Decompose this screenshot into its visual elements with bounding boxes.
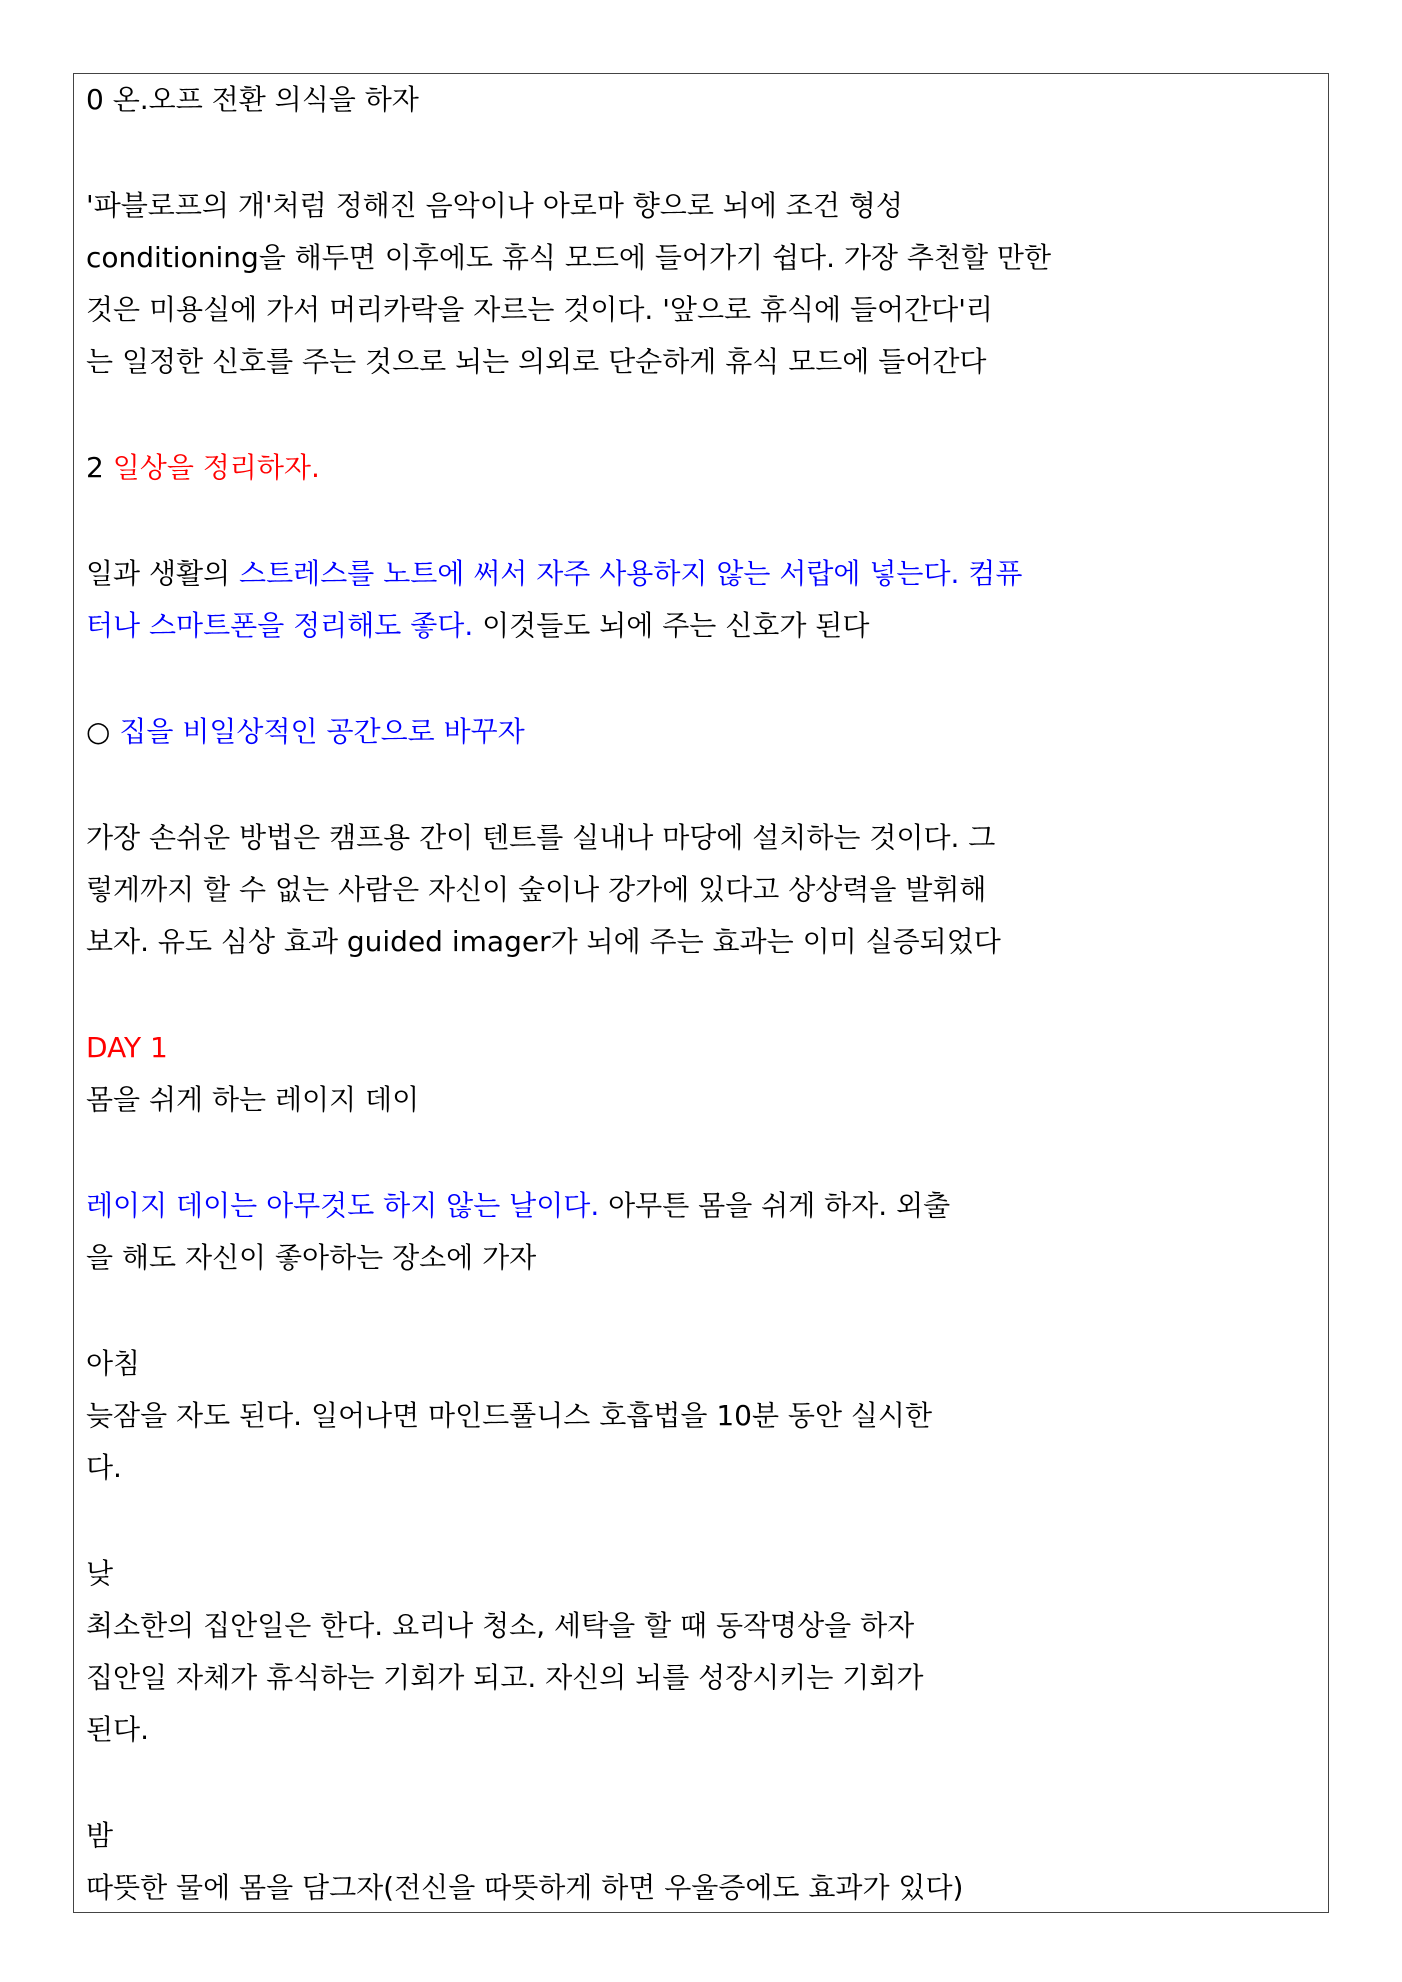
paragraph-line: 최소한의 집안일은 한다. 요리나 청소, 세탁을 할 때 동작명상을 하자	[86, 1609, 915, 1642]
blank-line	[86, 1126, 1311, 1180]
blank-line	[86, 652, 1311, 706]
paragraph-line	[86, 600, 1311, 652]
paragraph-line: 렇게까지 할 수 없는 사람은 자신이 숲이나 강가에 있다고 상상력을 발휘해	[86, 873, 987, 906]
day-title: 몸을 쉬게 하는 레이지 데이	[86, 1083, 420, 1116]
document-content	[86, 74, 1311, 1913]
paragraph-line: 집안일 자체가 휴식하는 기회가 되고. 자신의 뇌를 성장시키는 기회가	[86, 1661, 924, 1694]
section-heading-organize	[86, 442, 1311, 494]
text-segment: 이것들도 뇌에 주는 신호가 된다	[473, 609, 870, 642]
blank-line	[86, 968, 1311, 1022]
text-segment: 아무튼 몸을 쉬게 하자. 외출	[599, 1189, 951, 1222]
paragraph-line: 된다.	[86, 1713, 149, 1746]
paragraph-line	[86, 548, 1311, 600]
highlight-blue: 스트레스를 노트에 써서 자주 사용하지 않는 서랍에 넣는다. 컴퓨	[239, 557, 1023, 590]
blank-line	[86, 1284, 1311, 1338]
section-heading-home	[86, 706, 1311, 758]
bullet-icon: ○	[86, 715, 120, 748]
section-number: 2	[86, 451, 113, 484]
document-page	[73, 73, 1329, 1913]
blank-line	[86, 1494, 1311, 1548]
blank-line	[86, 758, 1311, 812]
paragraph-line: conditioning을 해두면 이후에도 휴식 모드에 들어가기 쉽다. 가장 추천할 만한	[86, 241, 1052, 274]
paragraph-line: 가장 손쉬운 방법은 캠프용 간이 텐트를 실내나 마당에 설치하는 것이다. 그	[86, 821, 996, 854]
highlight-blue: 레이지 데이는 아무것도 하지 않는 날이다.	[86, 1189, 600, 1222]
paragraph-line: 보자. 유도 심상 효과 guided imager가 뇌에 주는 효과는 이미 실증되었다	[86, 925, 1001, 958]
paragraph-line: 것은 미용실에 가서 머리카락을 자르는 것이다. '앞으로 휴식에 들어간다'리	[86, 293, 993, 326]
morning-label: 아침	[86, 1347, 141, 1380]
blank-line	[86, 388, 1311, 442]
paragraph-line	[86, 1180, 1311, 1232]
section-title-blue: 집을 비일상적인 공간으로 바꾸자	[119, 715, 525, 748]
blank-line	[86, 1756, 1311, 1810]
highlight-blue: 터나 스마트폰을 정리해도 좋다.	[86, 609, 474, 642]
noon-label: 낮	[86, 1557, 114, 1590]
blank-line	[86, 126, 1311, 180]
paragraph-line: 늦잠을 자도 된다. 일어나면 마인드풀니스 호흡법을 10분 동안 실시한	[86, 1399, 933, 1432]
day-label: DAY 1	[86, 1031, 168, 1064]
text-segment: 일과 생활의	[86, 557, 240, 590]
section-heading-on-off: 0 온.오프 전환 의식을 하자	[86, 83, 419, 116]
paragraph-line: 다.	[86, 1451, 122, 1484]
paragraph-line: 을 해도 자신이 좋아하는 장소에 가자	[86, 1241, 537, 1274]
blank-line	[86, 494, 1311, 548]
paragraph-line: '파블로프의 개'처럼 정해진 음악이나 아로마 향으로 뇌에 조건 형성	[86, 189, 903, 222]
section-title-red: 일상을 정리하자.	[112, 451, 320, 484]
paragraph-line: 는 일정한 신호를 주는 것으로 뇌는 의외로 단순하게 휴식 모드에 들어간다	[86, 345, 987, 378]
night-label: 밤	[86, 1819, 114, 1852]
paragraph-line: 따뜻한 물에 몸을 담그자(전신을 따뜻하게 하면 우울증에도 효과가 있다)	[86, 1871, 964, 1904]
